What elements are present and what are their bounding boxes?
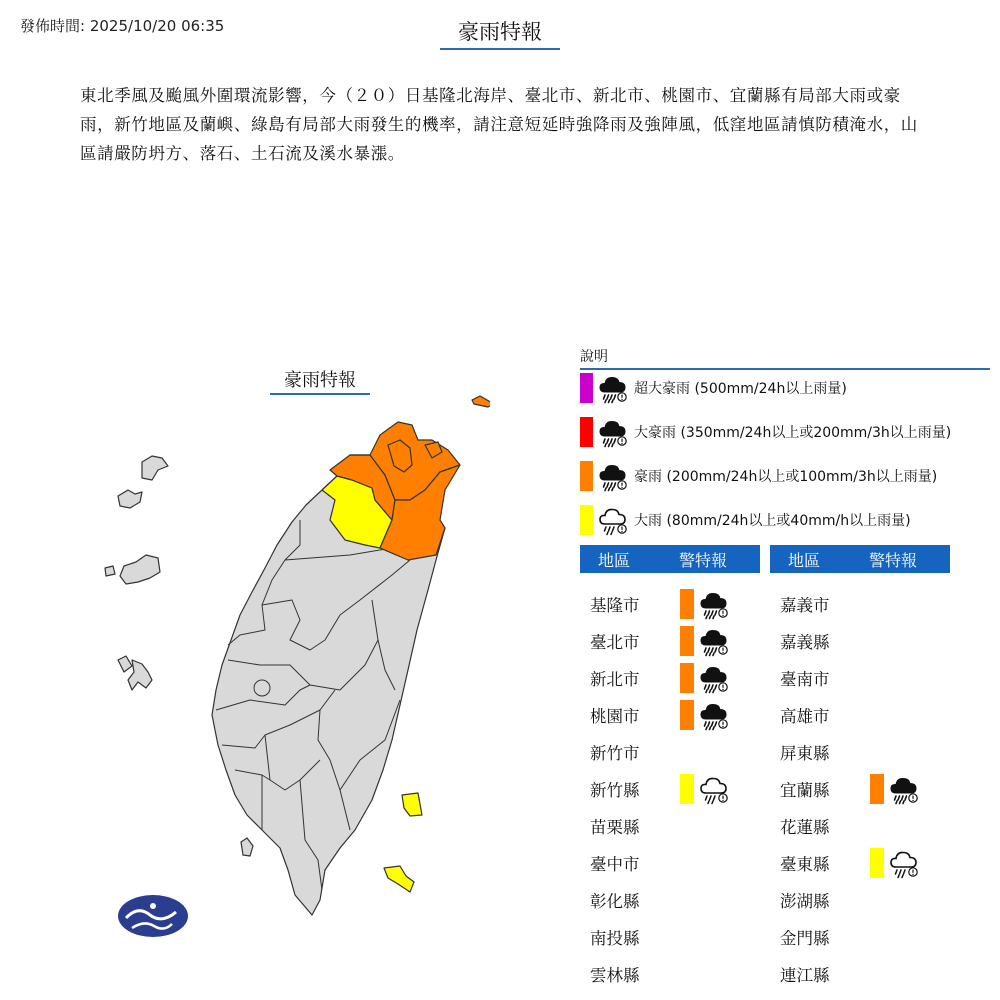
legend-item-extremely-heavy (580, 460, 937, 492)
region-row (780, 697, 940, 733)
region-row (590, 956, 750, 992)
region-row (780, 771, 940, 807)
region-row (780, 660, 940, 696)
publish-time (20, 15, 224, 36)
region-name: 桃園市 (590, 707, 640, 726)
region-name: 臺南市 (780, 670, 830, 689)
region-row (780, 882, 940, 918)
region-row (590, 919, 750, 955)
header-region: 地區 (788, 550, 821, 570)
region-name: 苗栗縣 (590, 818, 640, 837)
legend-item-torrential (580, 416, 951, 448)
region-name: 澎湖縣 (780, 892, 830, 911)
region-row (780, 586, 940, 622)
legend-item-heavy (580, 504, 911, 536)
rain-cloud-outline-icon (597, 504, 629, 536)
region-row (780, 623, 940, 659)
region-row (780, 919, 940, 955)
heavy-rain-cloud-icon (698, 625, 730, 657)
heavy-rain-cloud-icon (698, 662, 730, 694)
map-region-green-island[interactable] (402, 793, 422, 816)
warning-level-swatch (870, 774, 884, 804)
heavy-rain-cloud-icon (698, 699, 730, 731)
heavy-rain-cloud-icon (597, 460, 629, 492)
region-name: 高雄市 (780, 707, 830, 726)
region-row (780, 845, 940, 881)
heavy-rain-cloud-icon (698, 588, 730, 620)
heavy-rain-cloud-icon (888, 773, 920, 805)
region-row (590, 586, 750, 622)
region-name: 嘉義縣 (780, 633, 830, 652)
region-name: 臺中市 (590, 855, 640, 874)
warning-level-swatch (870, 848, 884, 878)
header-region: 地區 (598, 550, 631, 570)
warning-level-swatch (680, 663, 694, 693)
region-row (590, 660, 750, 696)
region-row (590, 734, 750, 770)
region-name: 彰化縣 (590, 892, 640, 911)
rain-cloud-outline-icon (888, 847, 920, 879)
region-row (590, 697, 750, 733)
rain-cloud-outline-icon (698, 773, 730, 805)
region-name: 連江縣 (780, 966, 830, 985)
table-header-right (770, 545, 950, 573)
heavy-rain-cloud-icon (597, 416, 629, 448)
taiwan-warning-map[interactable] (90, 380, 490, 940)
region-name: 雲林縣 (590, 966, 640, 985)
legend-title: 說明 (580, 346, 990, 370)
warning-level-swatch (680, 626, 694, 656)
legend-label: 超大豪雨 (500mm/24h以上雨量) (634, 381, 847, 397)
legend-label: 豪雨 (200mm/24h以上或100mm/3h以上雨量) (634, 469, 938, 485)
publish-time-label: 發佈時間: (20, 17, 86, 35)
legend-swatch (580, 461, 593, 491)
header-warning: 警特報 (869, 550, 918, 570)
region-name: 宜蘭縣 (780, 781, 830, 800)
region-name: 花蓮縣 (780, 818, 830, 837)
region-row (590, 771, 750, 807)
cwa-logo (118, 895, 188, 937)
map-region-guishan-island[interactable] (472, 396, 490, 407)
legend-label: 大雨 (80mm/24h以上或40mm/h以上雨量) (634, 513, 911, 529)
table-header-left (580, 545, 760, 573)
region-name: 金門縣 (780, 929, 830, 948)
warning-level-swatch (680, 700, 694, 730)
region-name: 南投縣 (590, 929, 640, 948)
region-name: 屏東縣 (780, 744, 830, 763)
region-name: 基隆市 (590, 596, 640, 615)
region-row (780, 734, 940, 770)
region-name: 新竹縣 (590, 781, 640, 800)
region-row (590, 845, 750, 881)
legend-item-extreme-torrential (580, 372, 847, 404)
map-region-xiaoliuqiu[interactable] (241, 838, 253, 856)
legend-swatch (580, 373, 593, 403)
legend-swatch (580, 417, 593, 447)
page-title: 豪雨特報 (440, 16, 560, 50)
header-warning: 警特報 (679, 550, 728, 570)
region-row (780, 956, 940, 992)
warning-level-swatch (680, 774, 694, 804)
map-region-orchid-island[interactable] (384, 866, 414, 892)
legend-swatch (580, 505, 593, 535)
region-name: 臺北市 (590, 633, 640, 652)
legend-label: 大豪雨 (350mm/24h以上或200mm/3h以上雨量) (634, 425, 952, 441)
region-name: 臺東縣 (780, 855, 830, 874)
warning-description: 東北季風及颱風外圍環流影響，今（２０）日基隆北海岸、臺北市、新北市、桃園市、宜蘭縣有局部大雨或豪雨，新竹地區及蘭嶼、綠島有局部大雨發生的機率，請注意短延時強降雨及強陣風，低窪地區請慎防積淹水，山區請嚴防坍方、落石、土石流及溪水暴漲。 (80, 86, 918, 163)
heavy-rain-cloud-icon (597, 372, 629, 404)
region-row (590, 623, 750, 659)
warning-level-swatch (680, 589, 694, 619)
map-region-penghu[interactable] (105, 456, 168, 690)
region-row (590, 808, 750, 844)
publish-time-value: 2025/10/20 06:35 (89, 17, 225, 35)
map-title: 豪雨特報 (270, 366, 370, 395)
region-name: 新竹市 (590, 744, 640, 763)
region-row (780, 808, 940, 844)
region-name: 嘉義市 (780, 596, 830, 615)
region-row (590, 882, 750, 918)
region-name: 新北市 (590, 670, 640, 689)
